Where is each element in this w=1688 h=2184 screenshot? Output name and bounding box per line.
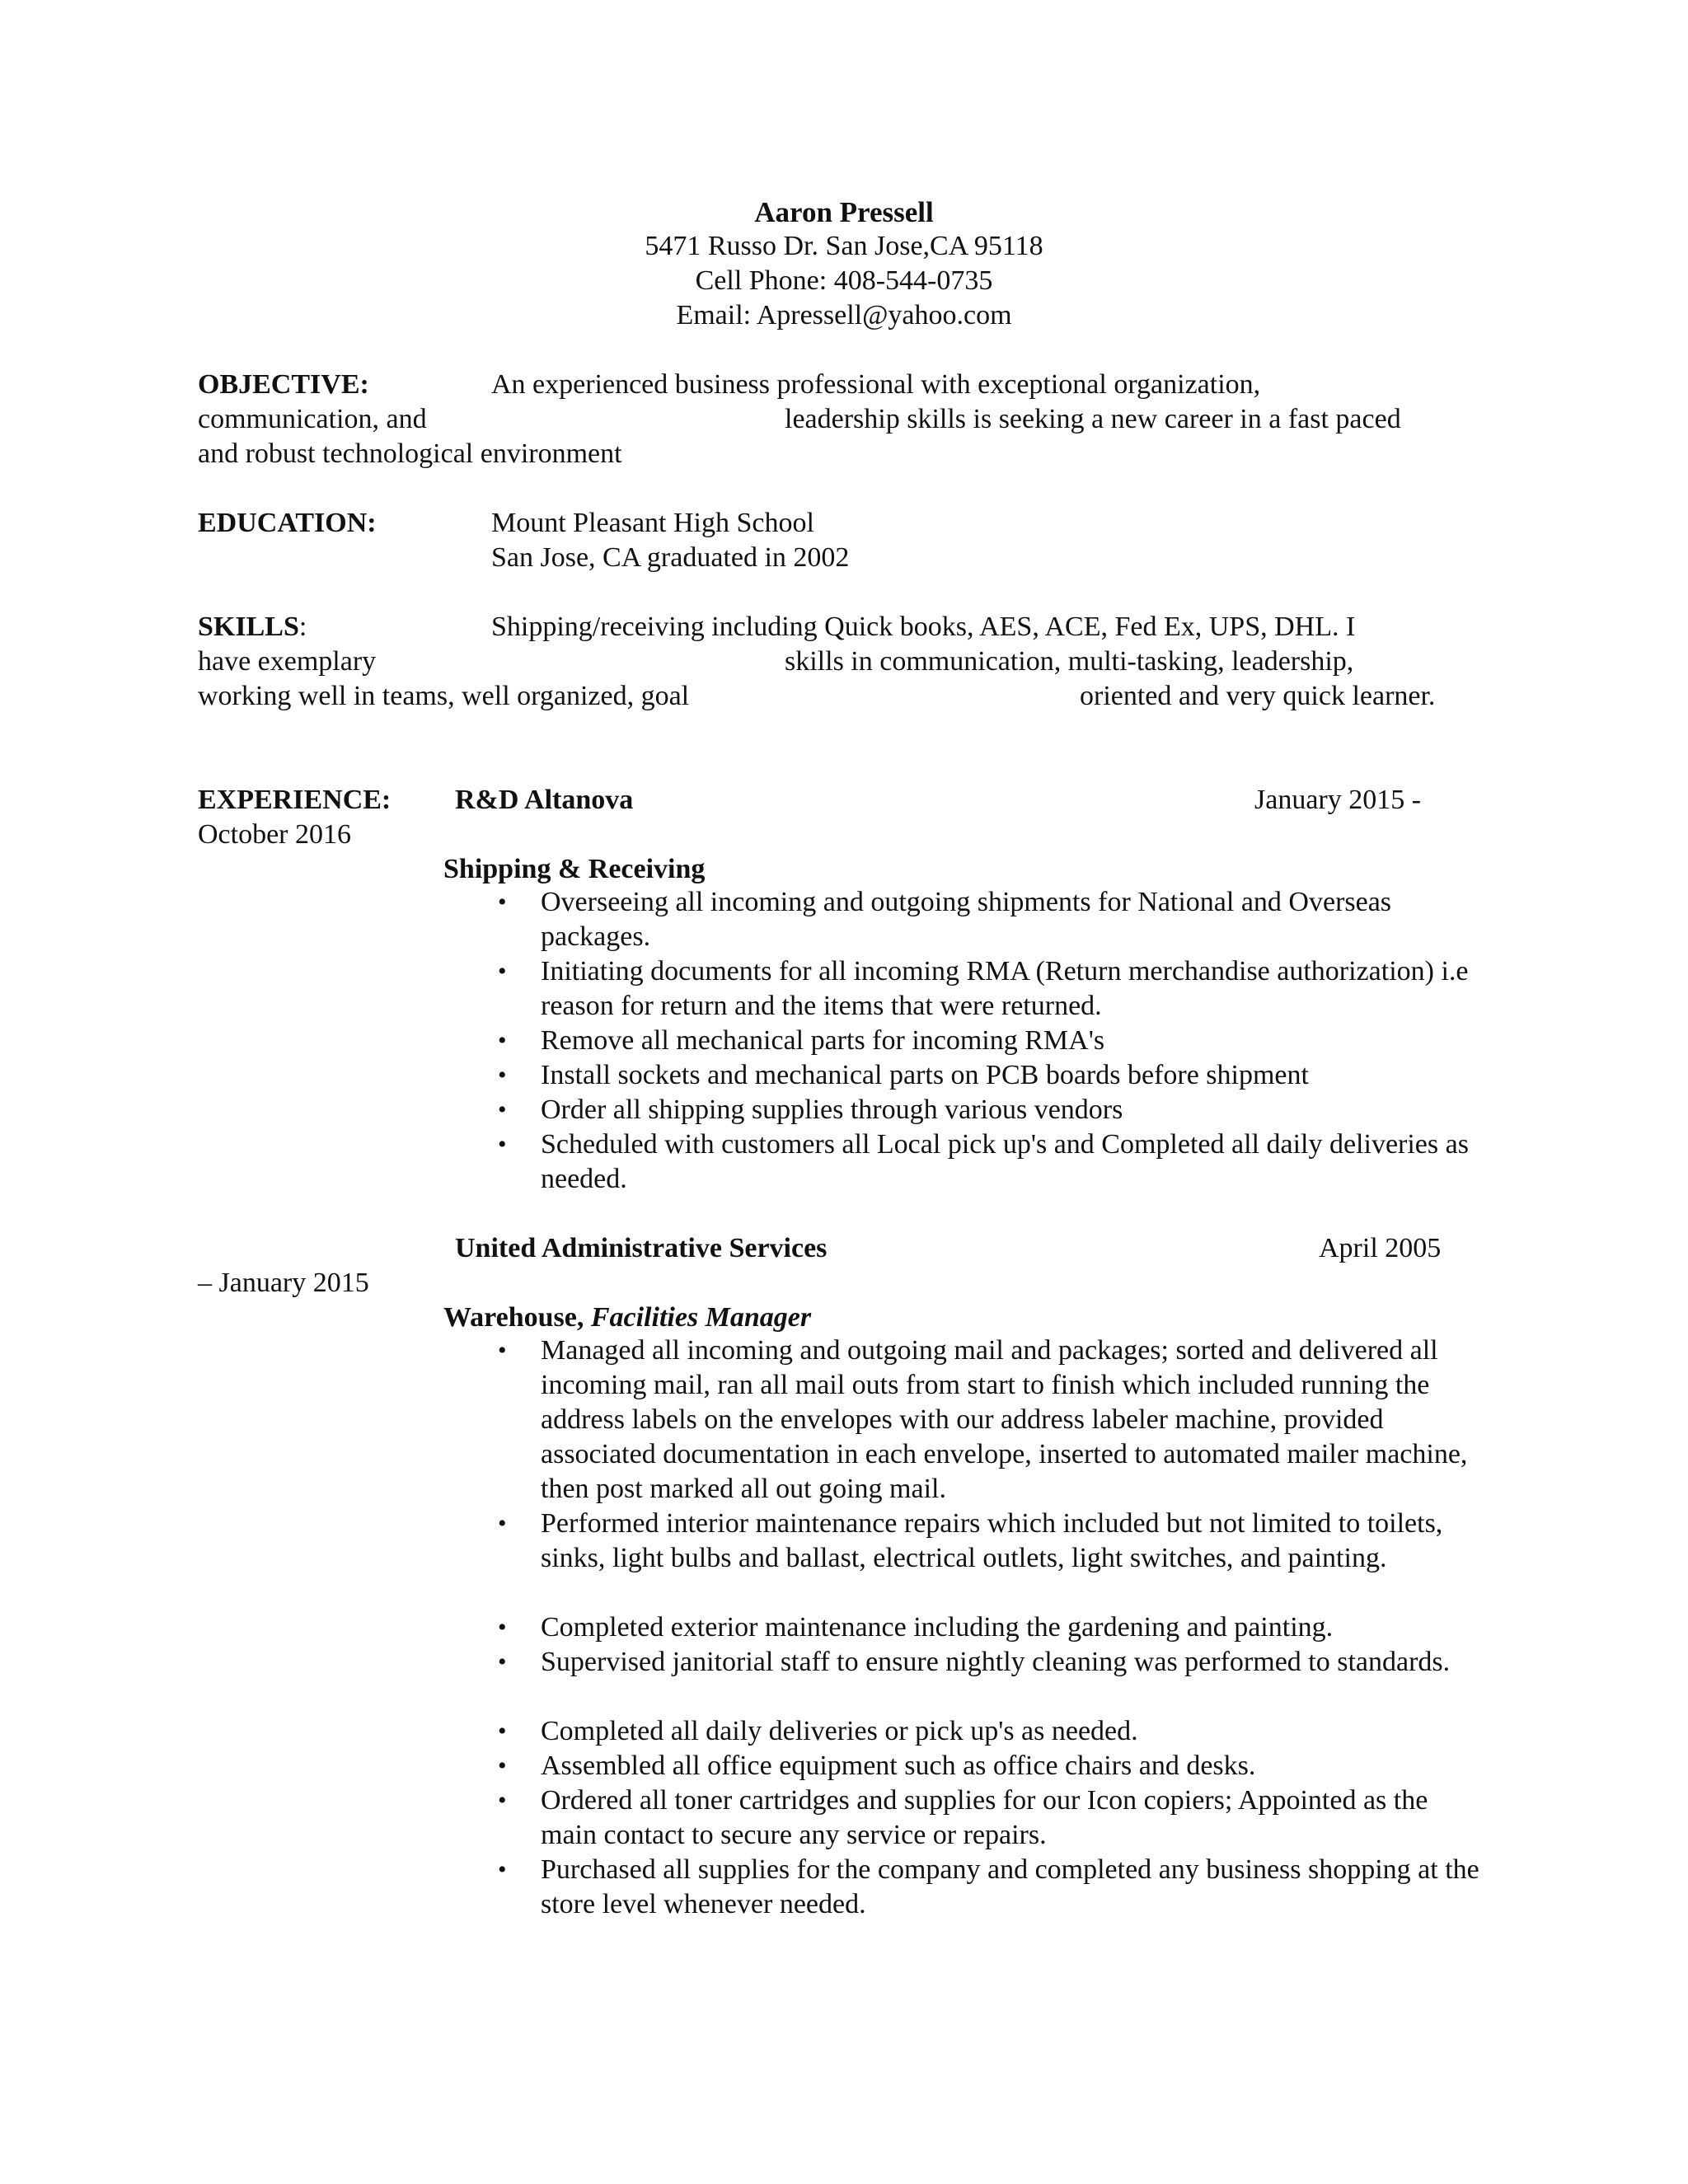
job-2-bullet-text: Supervised janitorial staff to ensure nightly cleaning was performed to standards. [541,1647,1451,1677]
bullet-icon: • [498,1027,507,1054]
applicant-name: Aaron Pressell [754,196,934,228]
job-1-bullet-text: Remove all mechanical parts for incoming RMA's [541,1025,1105,1056]
skills-line-2b: skills in communication, multi-tasking, leadership, [785,646,1354,677]
job-2-company: United Administrative Services [455,1233,828,1263]
job-2-bullet-text: Completed all daily deliveries or pick up's as needed. [541,1716,1138,1746]
bullet-icon: • [498,1787,507,1814]
job-2-bullet-text: Managed all incoming and outgoing mail and packages; sorted and delivered all incoming mail, ran all mail outs from start to finish which included running the address labels on the envelopes with our address labeler machine, provided associated documentation in each envelope, inserted to automated mailer machine, then post marked all out going mail. [541,1335,1468,1504]
job-1-company: R&D Altanova [455,785,634,815]
education-school: Mount Pleasant High School [491,508,814,538]
applicant-email: Email: Apressell@yahoo.com [676,300,1012,330]
bullet-icon: • [498,1718,507,1745]
bullet-icon: • [498,1131,507,1158]
objective-line-1: An experienced business professional with exceptional organization, [491,369,1261,400]
bullet-icon: • [498,1062,507,1089]
bullet-icon: • [498,888,507,916]
bullet-icon: • [498,1648,507,1675]
job-2-title-italic: Facilities Manager [590,1302,812,1333]
objective-line-3: and robust technological environment [198,438,622,469]
skills-line-1: Shipping/receiving including Quick books, AES, ACE, Fed Ex, UPS, DHL. I [491,612,1356,642]
job-2-bullet-text: Ordered all toner cartridges and supplies for our Icon copiers; Appointed as the main contact to secure any service or repairs. [541,1785,1428,1850]
job-2-bullet-text: Assembled all office equipment such as office chairs and desks. [541,1750,1256,1781]
bullet-icon: • [498,1614,507,1641]
job-1-bullet-text: Scheduled with customers all Local pick up's and Completed all daily deliveries as needed. [541,1129,1469,1194]
job-2-title [443,1304,811,1332]
skills-line-3a: working well in teams, well organized, goal [198,681,690,711]
job-1-bullet-text: Overseeing all incoming and outgoing shipments for National and Overseas packages. [541,887,1392,952]
objective-line-2b: leadership skills is seeking a new career in a fast paced [785,404,1401,434]
job-2-title-text: Warehouse, [443,1302,591,1333]
applicant-phone: Cell Phone: 408-544-0735 [695,265,993,296]
job-1-dates-end: October 2016 [198,819,352,850]
bullet-icon: • [498,1096,507,1123]
job-1-dates-start: January 2015 - [1254,785,1422,815]
objective-line-2a: communication, and [198,404,427,434]
skills-heading-text: SKILLS [198,612,299,642]
experience-heading: EXPERIENCE: [198,785,392,815]
job-2-dates-end: – January 2015 [198,1268,369,1298]
education-detail: San Jose, CA graduated in 2002 [491,542,850,573]
job-1-bullet-text: Order all shipping supplies through various vendors [541,1094,1123,1125]
job-2-bullet-text: Completed exterior maintenance including the gardening and painting. [541,1612,1334,1643]
job-2-bullet-text: Purchased all supplies for the company and completed any business shopping at the store level whenever needed. [541,1854,1479,1919]
skills-line-2a: have exemplary [198,646,377,677]
bullet-icon: • [498,958,507,985]
job-1-bullet-text: Initiating documents for all incoming RMA (Return merchandise authorization) i.e reason for return and the items that were returned. [541,956,1469,1021]
job-2-dates-start: April 2005 [1319,1233,1442,1263]
bullet-icon: • [498,1856,507,1883]
skills-line-3b: oriented and very quick learner. [1080,681,1436,711]
skills-heading [198,613,307,641]
job-2-bullet-text: Performed interior maintenance repairs which included but not limited to toilets, sinks, light bulbs and ballast, electrical outlets, light switches, and painting. [541,1508,1443,1573]
applicant-address: 5471 Russo Dr. San Jose,CA 95118 [645,231,1043,261]
objective-heading: OBJECTIVE: [198,369,369,400]
bullet-icon: • [498,1337,507,1364]
education-heading: EDUCATION: [198,508,377,538]
job-1-title: Shipping & Receiving [443,854,706,884]
bullet-icon: • [498,1510,507,1537]
job-1-bullet-text: Install sockets and mechanical parts on PCB boards before shipment [541,1060,1309,1090]
skills-heading-colon: : [298,612,307,642]
bullet-icon: • [498,1752,507,1779]
